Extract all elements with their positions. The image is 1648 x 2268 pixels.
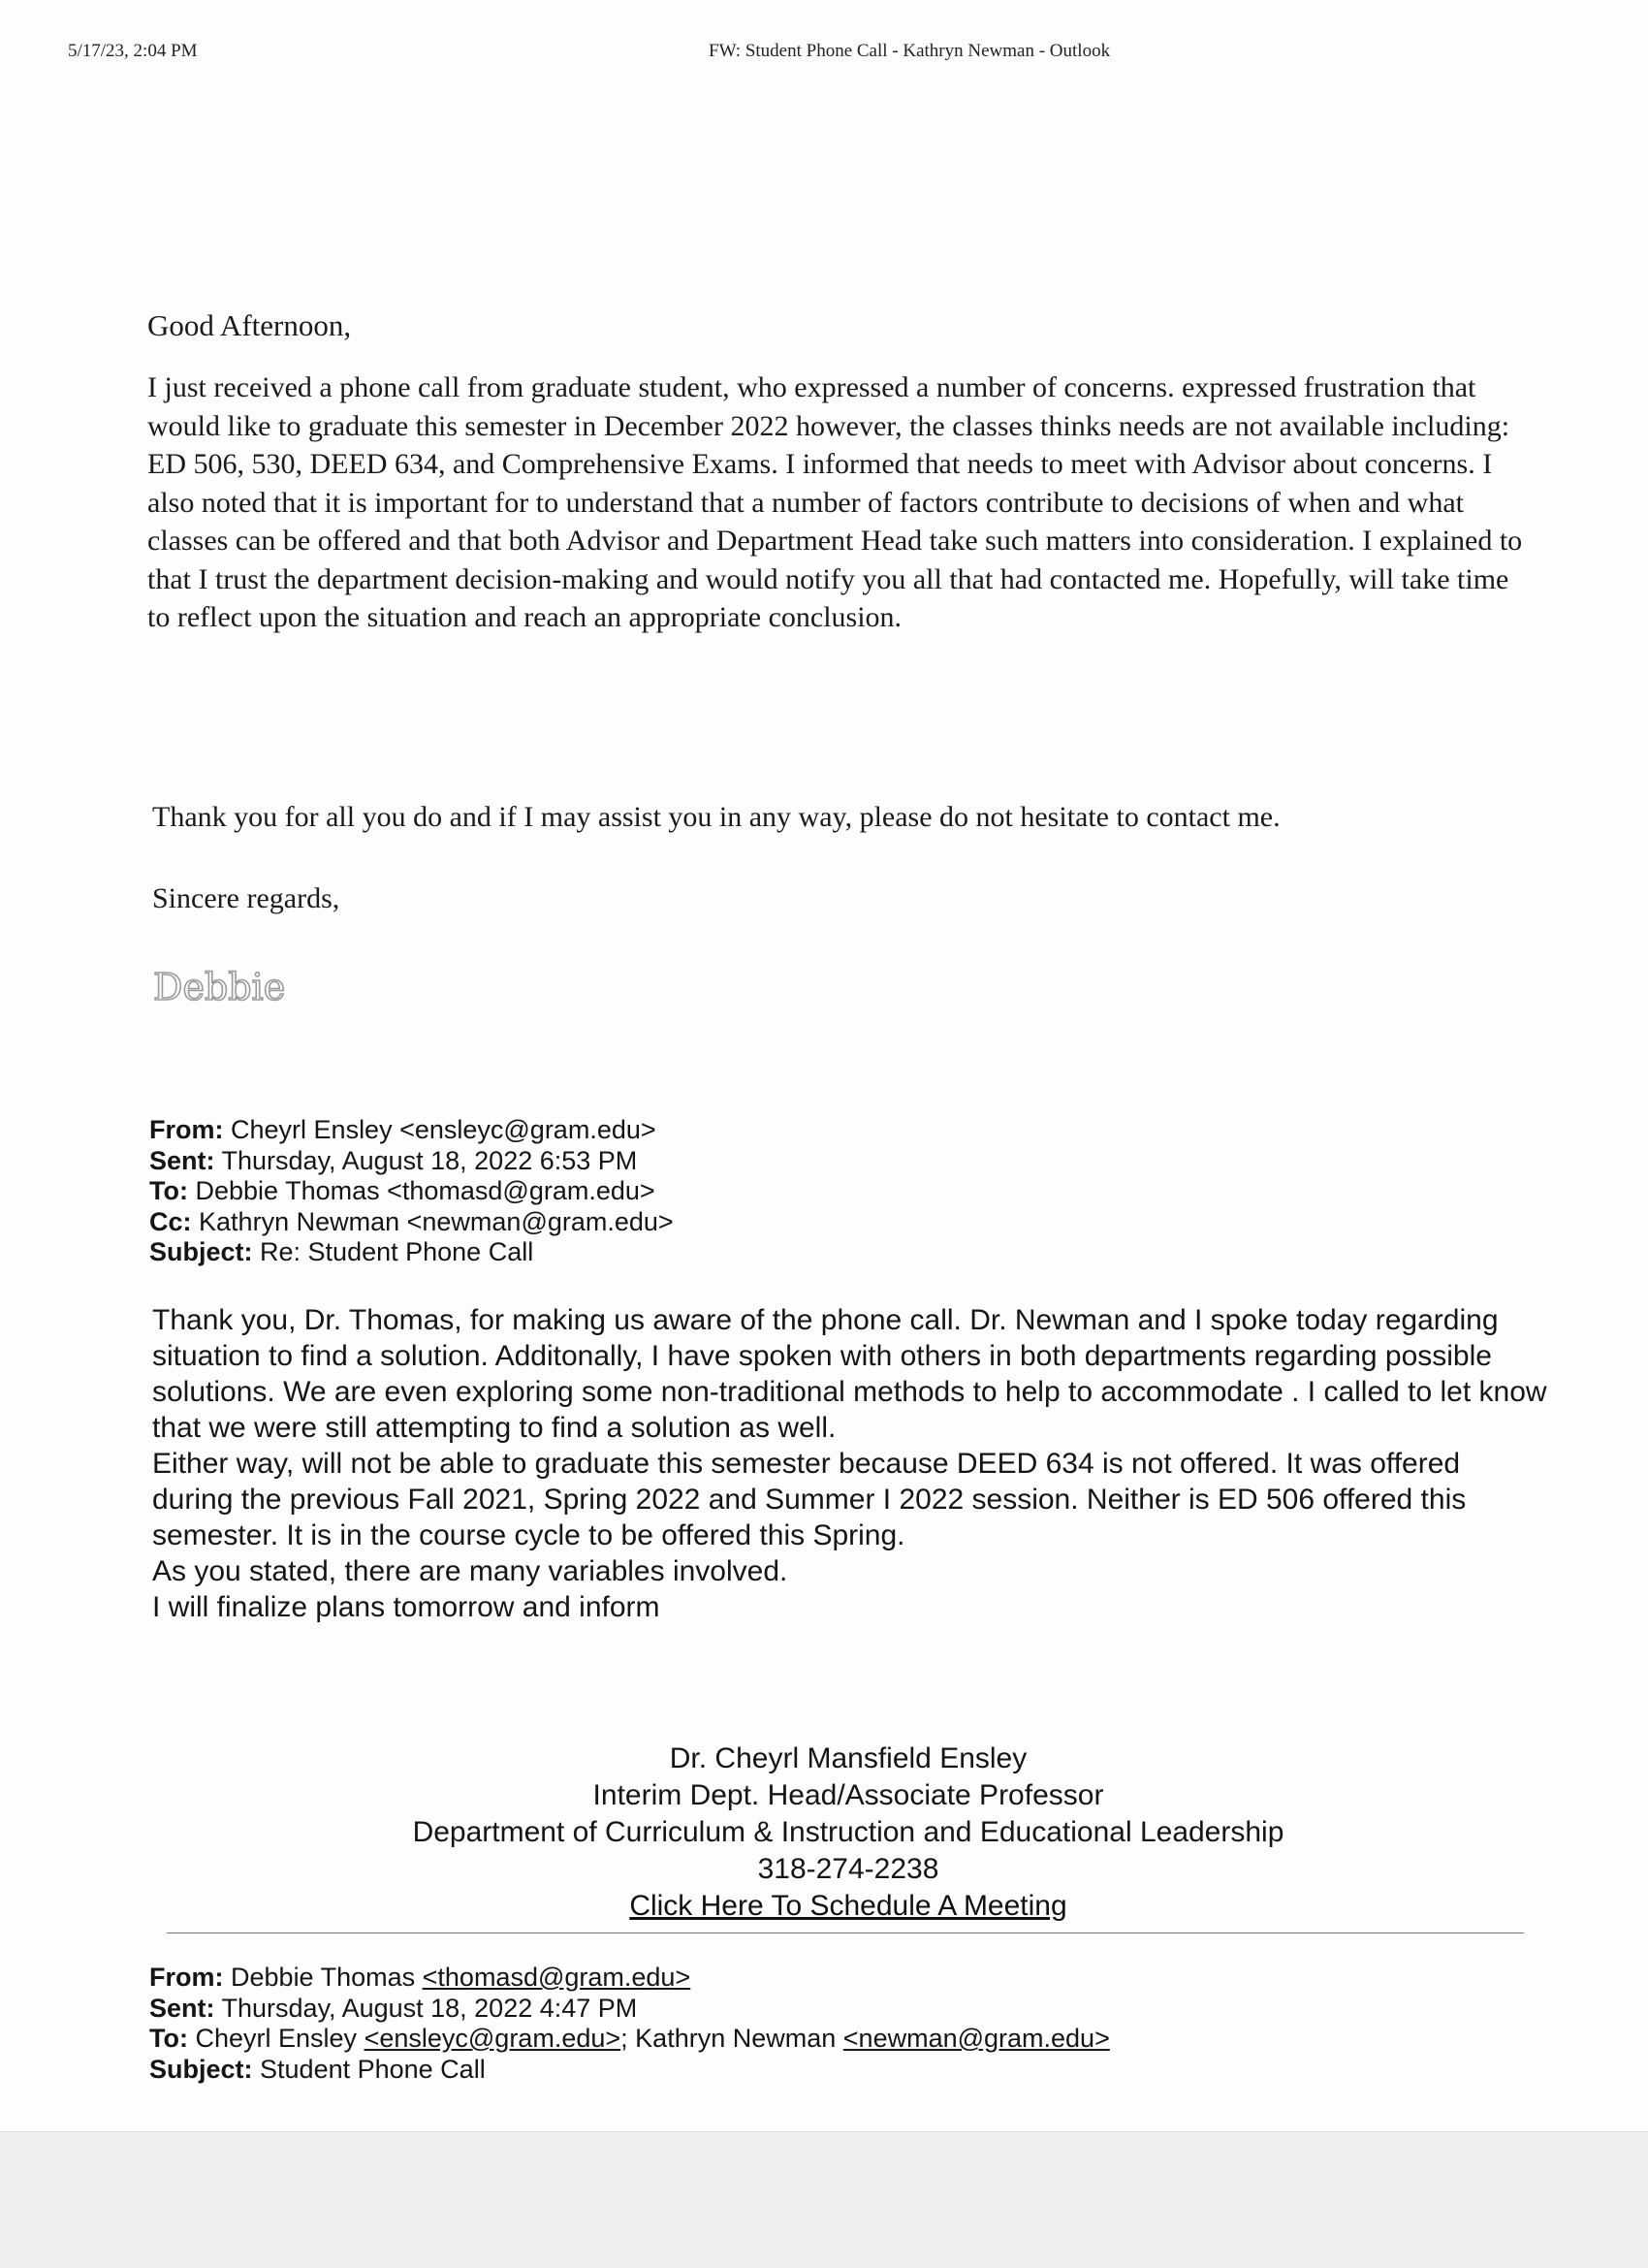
letter-body: I just received a phone call from graduate student, who expressed a number of concerns. expressed frustration that would like to graduate this semester in December 2022 however, the classes thinks needs are not available including: ED 506, 530, DEED 634, and Comprehensive Exams. I informed that needs to meet with Advisor about concerns. I also noted that it is important for to understand that a number of factors contribute to decisions of when and what classes can be offered and that both Advisor and Department Head take such matters into consideration. I explained to that I trust the department decision-making and would notify you all that had contacted me. Hopefully, will take time to reflect upon the situation and reach an appropriate conclusion.: [147, 371, 1523, 633]
signature-image: [151, 961, 316, 1011]
print-window-title: FW: Student Phone Call - Kathryn Newman - Outlook: [709, 41, 1111, 61]
reply-subject: Subject: Re: Student Phone Call: [149, 1237, 534, 1266]
reply-header: [149, 1115, 674, 1268]
print-datetime: 5/17/23, 2:04 PM: [68, 41, 198, 61]
original-to: To: Cheyrl Ensley <ensleyc@gram.edu>; Kathryn Newman <newman@gram.edu>: [149, 2024, 1110, 2053]
reply-cc: Cc: Kathryn Newman <newman@gram.edu>: [149, 1206, 674, 1236]
email-signature: [291, 1741, 1406, 1925]
reply-sent: Sent: Thursday, August 18, 2022 6:53 PM: [149, 1145, 638, 1175]
scan-bottom-edge: [0, 2131, 1648, 2268]
original-subject: Subject: Student Phone Call: [149, 2054, 486, 2084]
reply-paragraph-4: I will finalize plans tomorrow and inform: [152, 1591, 660, 1623]
reply-to: To: Debbie Thomas <thomasd@gram.edu>: [149, 1176, 655, 1205]
reply-paragraph-3: As you stated, there are many variables involved.: [152, 1555, 788, 1587]
reply-from: From: Cheyrl Ensley <ensleyc@gram.edu>: [149, 1115, 656, 1144]
signature-department: Department of Curriculum & Instruction and Educational Leadership: [412, 1816, 1284, 1848]
reply-body: [152, 1302, 1548, 1625]
original-header: [149, 1963, 1110, 2085]
letter-closing: Sincere regards,: [152, 882, 340, 914]
signature-title: Interim Dept. Head/Associate Professor: [592, 1779, 1104, 1811]
schedule-meeting-link[interactable]: Click Here To Schedule A Meeting: [629, 1890, 1067, 1922]
letter-greeting: Good Afternoon,: [147, 308, 352, 342]
signature-text: Debbie: [153, 966, 286, 1008]
signature-name: Dr. Cheyrl Mansfield Ensley: [669, 1742, 1028, 1774]
original-sent: Sent: Thursday, August 18, 2022 4:47 PM: [149, 1993, 638, 2023]
original-from: From: Debbie Thomas <thomasd@gram.edu>: [149, 1963, 691, 1992]
reply-paragraph-2: Either way, will not be able to graduate this semester because DEED 634 is not offered. It was offered during the previous Fall 2021, Spring 2022 and Summer I 2022 session. Neither is ED 506 offered this semester. It is in the course cycle to be offered this Spring.: [152, 1448, 1467, 1551]
reply-paragraph-1: Thank you, Dr. Thomas, for making us aware of the phone call. Dr. Newman and I spoke today regarding situation to find a solution. Additonally, I have spoken with others in both departments regarding possible solutions. We are even exploring some non-traditional methods to help to accommodate . I called to let know that we were still attempting to find a solution as well.: [152, 1304, 1547, 1444]
signature-phone: 318-274-2238: [757, 1853, 939, 1885]
letter-thanks: Thank you for all you do and if I may assist you in any way, please do not hesitate to contact me.: [152, 801, 1281, 833]
